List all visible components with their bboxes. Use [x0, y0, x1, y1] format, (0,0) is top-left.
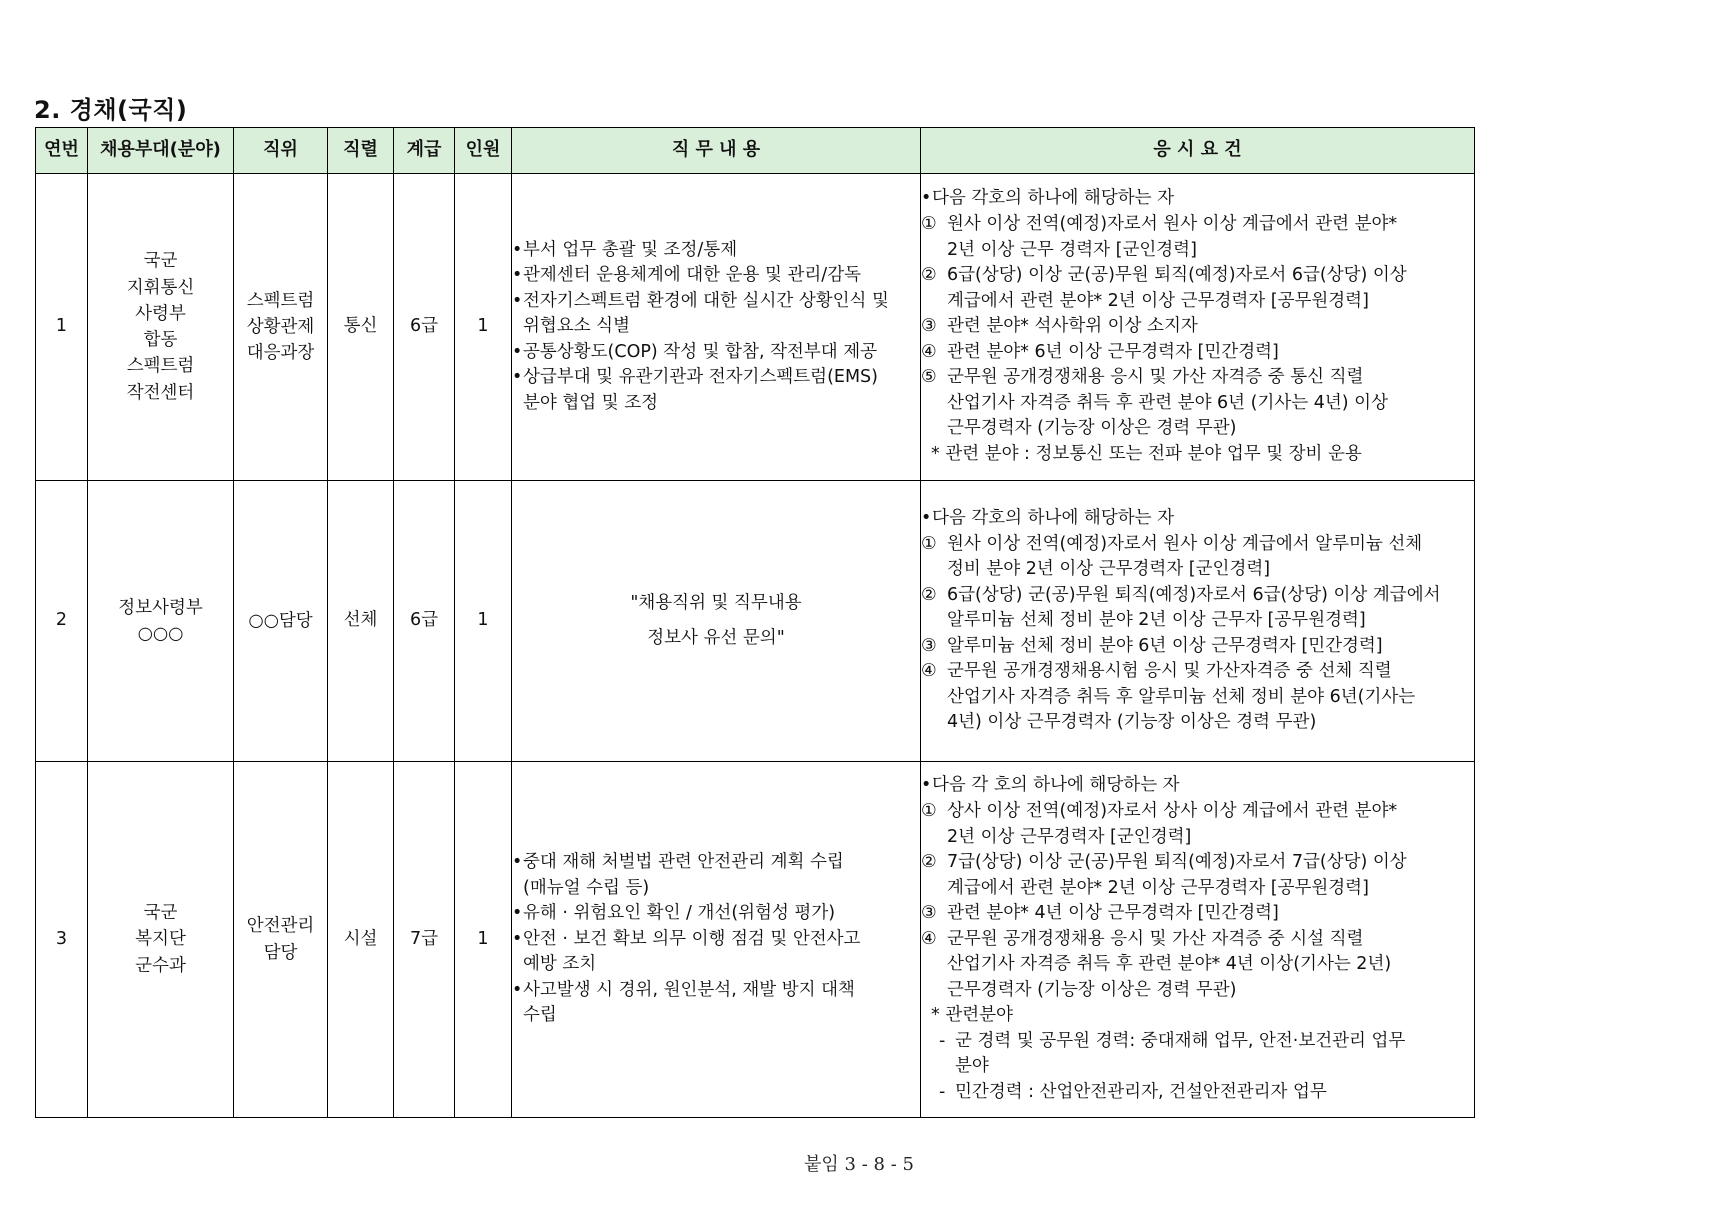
- duty-item: [512, 289, 920, 340]
- duty-text-line: 수립: [523, 1005, 557, 1026]
- section-title: 2. 경채(국직): [34, 96, 188, 124]
- requirement-sub-line: 분야: [955, 1056, 989, 1077]
- requirement-number: ②: [921, 584, 937, 605]
- requirements-intro-text: 다음 각호의 하나에 해당하는 자: [932, 508, 1175, 529]
- unit-line: 군수과: [135, 955, 186, 976]
- requirement-number: ②: [921, 265, 937, 286]
- unit-line: 국군: [143, 251, 178, 272]
- duty-text-line: 공통상황도(COP) 작성 및 합참, 작전부대 제공: [523, 341, 878, 362]
- duty-text-line: 유해 · 위험요인 확인 / 개선(위험성 평가): [523, 903, 836, 924]
- requirement-text: [947, 634, 1383, 660]
- requirement-item: [921, 901, 1474, 927]
- duty-item: [512, 850, 920, 901]
- requirement-text-line: 원사 이상 전역(예정)자로서 원사 이상 계급에서 관련 분야*: [947, 214, 1398, 235]
- header-row: [36, 128, 1475, 174]
- count-cell: 1: [455, 481, 512, 762]
- requirement-text: [947, 532, 1422, 583]
- requirement-text: [947, 901, 1279, 927]
- requirement-sub-line: 군 경력 및 공무원 경력: 중대재해 업무, 안전·보건관리 업무: [955, 1030, 1406, 1051]
- requirement-note: * 관련 분야 : 정보통신 또는 전파 분야 업무 및 장비 운용: [931, 443, 1362, 464]
- requirement-text-line: 원사 이상 전역(예정)자로서 원사 이상 계급에서 알루미늄 선체: [947, 533, 1423, 554]
- grade-cell: 7급: [394, 762, 455, 1118]
- bullet-icon: •: [921, 508, 932, 529]
- duty-text-line: 상급부대 및 유관기관과 전자기스펙트럼(EMS): [523, 367, 878, 388]
- duty-item: [512, 901, 920, 927]
- header-position: 직위: [234, 128, 328, 174]
- requirement-text-line: 계급에서 관련 분야* 2년 이상 근무경력자 [공무원경력]: [947, 877, 1369, 898]
- requirement-text: [947, 340, 1279, 366]
- requirement-item: [921, 212, 1474, 263]
- count-cell: 1: [455, 174, 512, 481]
- bullet-icon: •: [512, 928, 523, 949]
- row-number: 1: [36, 174, 88, 481]
- requirement-text-line: 6급(상당) 이상 군(공)무원 퇴직(예정)자로서 6급(상당) 이상: [947, 265, 1407, 286]
- requirement-text-line: 2년 이상 근무 경력자 [군인경력]: [947, 239, 1197, 260]
- requirement-text-line: 2년 이상 근무경력자 [군인경력]: [947, 826, 1192, 847]
- position-line: 안전관리: [246, 916, 315, 937]
- duties-cell: [512, 762, 921, 1118]
- requirement-text-line: 6급(상당) 군(공)무원 퇴직(예정)자로서 6급(상당) 이상 계급에서: [947, 584, 1441, 605]
- table-row: [36, 762, 1475, 1118]
- requirement-sub-text: [955, 1080, 1327, 1106]
- position-line: 대응과장: [246, 343, 315, 364]
- row-number: 3: [36, 762, 88, 1118]
- duty-text-line: 부서 업무 총괄 및 조정/통제: [523, 239, 738, 260]
- bullet-icon: •: [512, 265, 523, 286]
- requirement-text: [947, 799, 1397, 850]
- unit-line: 정보사령부: [118, 597, 203, 618]
- bullet-icon: •: [512, 239, 523, 260]
- bullet-icon: •: [512, 341, 523, 362]
- requirement-item: [921, 365, 1474, 442]
- duty-item: [512, 365, 920, 416]
- header-unit: 채용부대(분야): [88, 128, 234, 174]
- unit-line: 사령부: [135, 303, 186, 324]
- duty-text: [523, 978, 855, 1029]
- position-line: 담당: [263, 942, 298, 963]
- duty-text-line: (매뉴얼 수립 등): [523, 877, 650, 898]
- requirement-text-line: 상사 이상 전역(예정)자로서 상사 이상 계급에서 관련 분야*: [947, 800, 1398, 821]
- requirement-number: ①: [921, 800, 937, 821]
- position-cell: [234, 174, 328, 481]
- requirement-text-line: 알루미늄 선체 정비 분야 2년 이상 근무자 [공무원경력]: [947, 610, 1366, 631]
- requirements-cell: [921, 174, 1475, 481]
- bullet-icon: •: [512, 903, 523, 924]
- duty-text: [523, 238, 737, 264]
- position-line: 상황관제: [246, 316, 315, 337]
- header-grade: 계급: [394, 128, 455, 174]
- grade-cell: 6급: [394, 481, 455, 762]
- requirement-sub-item: [921, 1080, 1474, 1106]
- requirement-text-line: 산업기사 자격증 취득 후 알루미늄 선체 정비 분야 6년(기사는: [947, 686, 1416, 707]
- duty-text-line: 관제센터 운용체계에 대한 운용 및 관리/감독: [523, 265, 861, 286]
- bullet-icon: •: [512, 290, 523, 311]
- count-cell: 1: [455, 762, 512, 1118]
- duty-item: [512, 927, 920, 978]
- position-line: 스펙트럼: [246, 290, 315, 311]
- duty-text-line: 예방 조치: [523, 954, 597, 975]
- duty-text: [523, 263, 861, 289]
- requirement-item: [921, 263, 1474, 314]
- duty-text: [523, 850, 844, 901]
- requirement-text-line: 계급에서 관련 분야* 2년 이상 근무경력자 [공무원경력]: [947, 290, 1369, 311]
- requirement-text: [947, 212, 1397, 263]
- duty-text-line: 안전 · 보건 확보 의무 이행 점검 및 안전사고: [523, 928, 861, 949]
- requirement-text-line: 관련 분야* 석사학위 이상 소지자: [947, 316, 1198, 337]
- requirement-text: [947, 850, 1407, 901]
- requirement-text: [947, 263, 1407, 314]
- unit-line: ○○○: [137, 624, 184, 644]
- requirement-number: ①: [921, 214, 937, 235]
- bullet-icon: •: [512, 367, 523, 388]
- page-footer: 붙임 3 - 8 - 5: [804, 1154, 914, 1175]
- duty-text: [523, 901, 835, 927]
- requirement-text-line: 관련 분야* 4년 이상 근무경력자 [민간경력]: [947, 903, 1279, 924]
- requirement-text: [947, 927, 1391, 1004]
- requirement-text-line: 7급(상당) 이상 군(공)무원 퇴직(예정)자로서 7급(상당) 이상: [947, 852, 1407, 873]
- job-series-cell: 시설: [328, 762, 394, 1118]
- unit-line: 합동: [143, 330, 178, 350]
- requirement-sub-line: 민간경력 : 산업안전관리자, 건설안전관리자 업무: [955, 1082, 1327, 1102]
- position-cell: [234, 762, 328, 1118]
- requirement-text-line: 산업기사 자격증 취득 후 관련 분야 6년 (기사는 4년) 이상: [947, 392, 1388, 413]
- recruitment-table: [35, 127, 1475, 1118]
- requirement-number: ③: [921, 316, 937, 337]
- requirement-text-line: 근무경력자 (기능장 이상은 경력 무관): [947, 979, 1237, 1000]
- header-requirements: 응 시 요 건: [921, 128, 1475, 174]
- requirement-text-line: 산업기사 자격증 취득 후 관련 분야* 4년 이상(기사는 2년): [947, 954, 1392, 975]
- bullet-icon: •: [921, 775, 932, 796]
- requirement-number: ②: [921, 852, 937, 873]
- duty-text-line: 중대 재해 처벌법 관련 안전관리 계획 수립: [523, 852, 844, 873]
- unit-line: 작전센터: [126, 382, 195, 403]
- unit-line: 복지단: [135, 929, 186, 950]
- requirements-cell: [921, 762, 1475, 1118]
- requirement-text-line: 4년) 이상 근무경력자 (기능장 이상은 경력 무관): [947, 712, 1317, 733]
- duties-note-line: 정보사 유선 문의": [647, 628, 785, 648]
- requirement-item: [921, 850, 1474, 901]
- requirements-cell: [921, 481, 1475, 762]
- dash-marker: -: [939, 1082, 946, 1102]
- requirement-text: [947, 314, 1198, 340]
- unit-cell: [88, 762, 234, 1118]
- requirements-intro-text: 다음 각호의 하나에 해당하는 자: [932, 188, 1175, 209]
- table-row: [36, 174, 1475, 481]
- bullet-icon: •: [512, 979, 523, 1000]
- requirement-item: [921, 314, 1474, 340]
- requirement-text: [947, 659, 1415, 736]
- requirement-text-line: 알루미늄 선체 정비 분야 6년 이상 근무경력자 [민간경력]: [947, 635, 1383, 656]
- duties-cell: [512, 481, 921, 762]
- duty-item: [512, 340, 920, 366]
- duty-text-line: 분야 협업 및 조정: [523, 392, 659, 413]
- row-number: 2: [36, 481, 88, 762]
- duty-text-line: 위협요소 식별: [523, 316, 630, 337]
- duty-text-line: 사고발생 시 경위, 원인분석, 재발 방지 대책: [523, 979, 855, 1000]
- duty-item: [512, 978, 920, 1029]
- duties-note-line: "채용직위 및 직무내용: [630, 593, 802, 613]
- bullet-icon: •: [921, 188, 932, 209]
- job-series-cell: 통신: [328, 174, 394, 481]
- requirement-item: [921, 532, 1474, 583]
- requirement-item: [921, 799, 1474, 850]
- requirement-sub-item: [921, 1029, 1474, 1080]
- requirement-number: ⑤: [921, 367, 937, 388]
- requirement-number: ①: [921, 533, 937, 554]
- requirement-text-line: 군무원 공개경쟁채용 응시 및 가산 자격증 중 통신 직렬: [947, 367, 1364, 388]
- unit-cell: [88, 481, 234, 762]
- requirement-number: ④: [921, 341, 937, 362]
- requirement-number: ④: [921, 661, 937, 682]
- unit-line: 스펙트럼: [126, 356, 195, 377]
- requirement-item: [921, 583, 1474, 634]
- duty-text: [523, 289, 889, 340]
- requirement-item: [921, 927, 1474, 1004]
- requirement-text-line: 정비 분야 2년 이상 근무경력자 [군인경력]: [947, 559, 1271, 580]
- duty-text: [523, 365, 878, 416]
- duty-item: [512, 238, 920, 264]
- requirements-intro: [921, 506, 1474, 532]
- job-series-cell: 선체: [328, 481, 394, 762]
- duty-text: [523, 927, 860, 978]
- grade-cell: 6급: [394, 174, 455, 481]
- position-line: ○○담당: [248, 610, 313, 631]
- unit-line: 국군: [143, 903, 178, 924]
- requirements-intro: [921, 186, 1474, 212]
- unit-line: 지휘통신: [126, 277, 195, 298]
- requirement-text-line: 군무원 공개경쟁채용시험 응시 및 가산자격증 중 선체 직렬: [947, 661, 1392, 682]
- header-job-series: 직렬: [328, 128, 394, 174]
- bullet-icon: •: [512, 852, 523, 873]
- position-cell: [234, 481, 328, 762]
- requirements-intro: [921, 773, 1474, 799]
- unit-cell: [88, 174, 234, 481]
- requirement-text-line: 관련 분야* 6년 이상 근무경력자 [민간경력]: [947, 341, 1279, 362]
- dash-marker: -: [939, 1030, 946, 1051]
- requirement-item: [921, 340, 1474, 366]
- requirement-number: ④: [921, 928, 937, 949]
- duty-text: [523, 340, 877, 366]
- requirement-item: [921, 659, 1474, 736]
- requirement-text: [947, 365, 1388, 442]
- duties-cell: [512, 174, 921, 481]
- requirement-text-line: 군무원 공개경쟁채용 응시 및 가산 자격증 중 시설 직렬: [947, 928, 1364, 949]
- header-count: 인원: [455, 128, 512, 174]
- requirement-text: [947, 583, 1441, 634]
- duty-text-line: 전자기스펙트럼 환경에 대한 실시간 상황인식 및: [523, 290, 889, 311]
- header-duties: 직 무 내 용: [512, 128, 921, 174]
- requirement-note: * 관련분야: [931, 1005, 1013, 1026]
- table-body: [36, 174, 1475, 1118]
- header-no: 연번: [36, 128, 88, 174]
- duty-item: [512, 263, 920, 289]
- requirement-number: ③: [921, 903, 937, 924]
- requirement-text-line: 근무경력자 (기능장 이상은 경력 무관): [947, 418, 1237, 439]
- requirements-intro-text: 다음 각 호의 하나에 해당하는 자: [932, 775, 1180, 796]
- table-row: [36, 481, 1475, 762]
- requirement-number: ③: [921, 635, 937, 656]
- requirement-item: [921, 634, 1474, 660]
- requirement-sub-text: [955, 1029, 1405, 1080]
